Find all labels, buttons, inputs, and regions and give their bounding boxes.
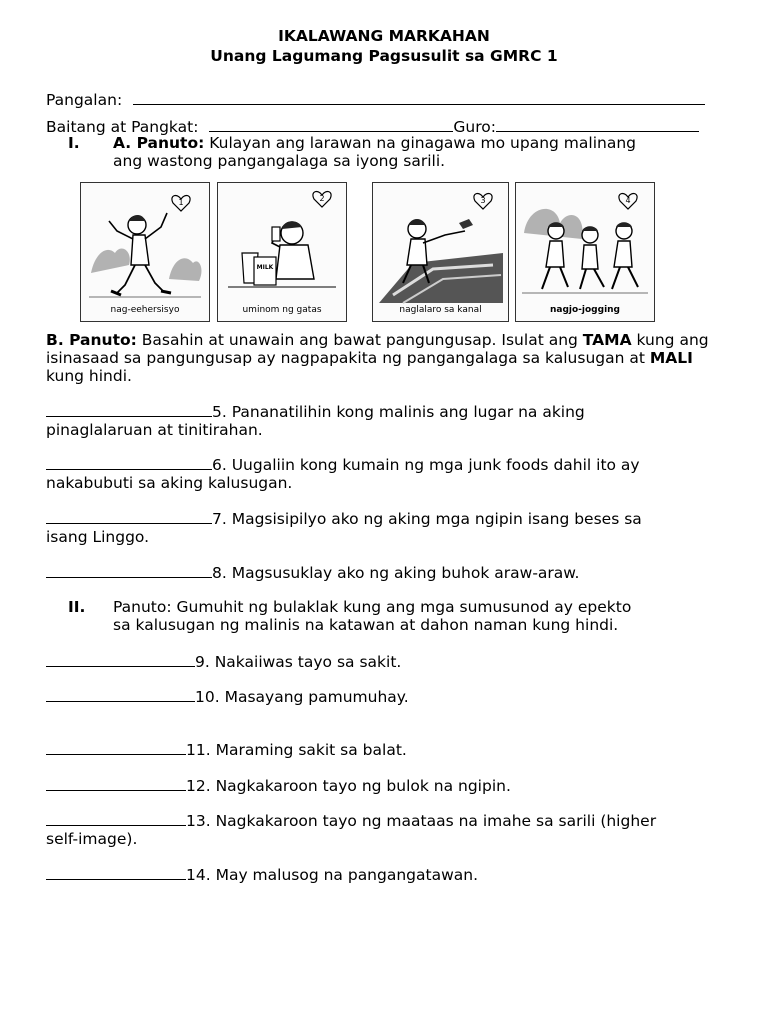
page-subtitle: Unang Lagumang Pagsusulit sa GMRC 1 <box>210 47 558 65</box>
part-a-label: A. Panuto: <box>113 134 205 152</box>
question-6-text-2: nakabubuti sa aking kalusugan. <box>46 474 293 492</box>
page-title: IKALAWANG MARKAHAN <box>278 27 490 45</box>
part-b-text-b: kung ang isinasaad sa pangungusap ay nagpapakita ng pangangalaga sa kalusugan at <box>46 331 709 367</box>
milk-carton-label: MILK <box>256 264 274 271</box>
question-10 <box>46 687 726 706</box>
tama-keyword: TAMA <box>582 331 632 349</box>
answer-blank-8[interactable] <box>46 563 212 578</box>
answer-blank-9[interactable] <box>46 652 195 667</box>
name-field-row <box>46 90 705 109</box>
mali-keyword: MALI <box>649 349 693 367</box>
section-2-instruction-1: Panuto: Gumuhit ng bulaklak kung ang mga sumusunod ay epekto <box>113 598 632 616</box>
part-a-instruction-2 <box>113 152 445 170</box>
picture-exercising[interactable] <box>80 182 210 322</box>
picture-caption-4: nagjo-jogging <box>549 305 620 315</box>
teacher-label: Guro: <box>453 118 496 136</box>
question-14-text: 14. May malusog na pangangatawan. <box>186 866 479 884</box>
question-5-text-2: pinaglalaruan at tinitirahan. <box>46 421 263 439</box>
name-blank[interactable] <box>133 90 705 105</box>
question-9 <box>46 652 726 671</box>
answer-blank-7[interactable] <box>46 509 212 524</box>
section-2-number: II. <box>68 598 86 616</box>
question-10-text: 10. Masayang pamumuhay. <box>195 688 409 706</box>
question-6 <box>46 455 726 492</box>
question-5 <box>46 402 726 439</box>
part-b-label: B. Panuto: <box>46 331 137 349</box>
picture-caption-3: naglalaro sa kanal <box>399 305 482 315</box>
name-label: Pangalan: <box>46 91 123 109</box>
teacher-blank[interactable] <box>496 117 699 132</box>
part-a-instruction <box>113 134 636 152</box>
picture-number-4: 4 <box>625 196 631 205</box>
question-12 <box>46 776 726 795</box>
question-8 <box>46 563 726 582</box>
question-7 <box>46 509 726 546</box>
picture-playing-in-canal[interactable] <box>372 182 509 322</box>
question-12-text: 12. Nagkakaroon tayo ng bulok na ngipin. <box>186 777 511 795</box>
part-a-text-1: Kulayan ang larawan na ginagawa mo upang malinang <box>209 134 636 152</box>
answer-blank-14[interactable] <box>46 865 186 880</box>
grade-blank[interactable] <box>209 117 453 132</box>
question-6-text: 6. Uugaliin kong kumain ng mga junk foods dahil ito ay <box>212 456 640 474</box>
answer-blank-13[interactable] <box>46 811 186 826</box>
picture-caption-2: uminom ng gatas <box>242 305 322 315</box>
grade-label: Baitang at Pangkat: <box>46 118 199 136</box>
answer-blank-12[interactable] <box>46 776 186 791</box>
part-b-instruction <box>46 331 726 385</box>
part-b-text-c: kung hindi. <box>46 367 132 385</box>
picture-number-3: 3 <box>480 196 486 205</box>
answer-blank-6[interactable] <box>46 455 212 470</box>
section-2-instruction-2: sa kalusugan ng malinis na katawan at dahon naman kung hindi. <box>113 616 619 634</box>
picture-caption-1: nag-eehersisyo <box>110 305 180 315</box>
question-13-text-2: self-image). <box>46 830 138 848</box>
question-5-text: 5. Pananatilihin kong malinis ang lugar na aking <box>212 403 585 421</box>
question-7-text: 7. Magsisipilyo ako ng aking mga ngipin isang beses sa <box>212 510 642 528</box>
section-1-number: I. <box>68 134 80 152</box>
question-8-text: 8. Magsusuklay ako ng aking buhok araw-araw. <box>212 564 580 582</box>
part-a-text-2: ang wastong pangangalaga sa iyong sarili. <box>113 152 446 170</box>
question-13-text: 13. Nagkakaroon tayo ng maataas na imahe sa sarili (higher <box>186 812 657 830</box>
answer-blank-11[interactable] <box>46 740 186 755</box>
answer-blank-5[interactable] <box>46 402 212 417</box>
part-b-text-a: Basahin at unawain ang bawat pangungusap. Isulat ang <box>141 331 578 349</box>
question-11 <box>46 740 726 759</box>
picture-jogging[interactable] <box>515 182 655 322</box>
question-13 <box>46 811 726 848</box>
question-7-text-2: isang Linggo. <box>46 528 150 546</box>
question-14 <box>46 865 726 884</box>
question-9-text: 9. Nakaiiwas tayo sa sakit. <box>195 653 402 671</box>
picture-drinking-milk[interactable] <box>217 182 347 322</box>
question-11-text: 11. Maraming sakit sa balat. <box>186 741 407 759</box>
answer-blank-10[interactable] <box>46 687 195 702</box>
picture-number-2: 2 <box>319 194 325 203</box>
picture-number-1: 1 <box>178 198 184 207</box>
